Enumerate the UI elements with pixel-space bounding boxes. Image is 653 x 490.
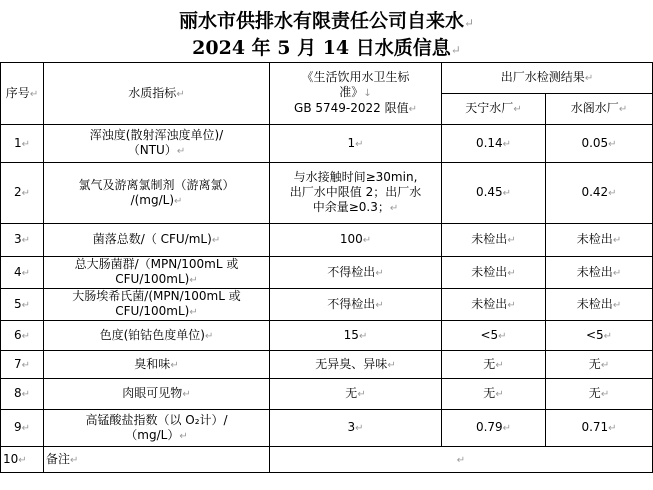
row-index: 2↵ [1, 163, 44, 224]
tianning-result: 0.45↵ [442, 163, 546, 224]
limit-cell [270, 379, 442, 410]
paragraph-mark-icon: ↵ [463, 16, 475, 30]
tianning-result: 无↵ [442, 351, 546, 379]
indicator-line-1: 色度(铂钴色度单位)↵ [99, 327, 214, 342]
indicator-line-1: 肉眼可见物↵ [122, 386, 191, 400]
table-row [1, 410, 653, 447]
row-index: 8↵ [1, 379, 44, 410]
limit-line-1: 不得检出↵ [327, 264, 384, 279]
tianning-result: <5↵ [442, 321, 546, 351]
indicator-line-2: /(mg/L)↵ [130, 192, 183, 207]
limit-line-3: 中余量≥0.3；↵ [312, 200, 399, 214]
indicator-cell [44, 379, 270, 410]
indicator-cell [44, 410, 270, 447]
title-line-2: 2024 年 5 月 14 日水质信息↵ [192, 37, 461, 59]
indicator-cell [44, 125, 270, 163]
limit-cell [270, 257, 442, 289]
indicator-line-2: （NTU）↵ [127, 143, 186, 157]
indicator-line-2: （mg/L）↵ [125, 427, 188, 442]
header-plant-1: 天宁水厂↵ [442, 94, 546, 125]
limit-line-2: 出厂水中限值 2；出厂水 [289, 185, 422, 199]
table-row [1, 125, 653, 163]
row-index: 10↵ [1, 447, 44, 473]
row-index: 7↵ [1, 351, 44, 379]
limit-line-1: 100↵ [339, 232, 372, 246]
limit-cell [270, 125, 442, 163]
indicator-line-1: 浑浊度(散射浑浊度单位)/ [89, 128, 224, 142]
water-quality-table [0, 62, 653, 473]
shuige-result: 无↵ [546, 351, 653, 379]
limit-cell [270, 410, 442, 447]
header-standard: 《生活饮用水卫生标 准》↓ GB 5749-2022 限值↵ [270, 63, 442, 125]
indicator-line-1: 菌落总数/（ CFU/mL)↵ [92, 232, 221, 246]
shuige-result: 未检出↵ [546, 257, 653, 289]
indicator-cell [44, 351, 270, 379]
row-index: 6↵ [1, 321, 44, 351]
table-row [1, 321, 653, 351]
shuige-result: 未检出↵ [546, 289, 653, 321]
limit-line-1: 与水接触时间≥30min, [293, 170, 418, 184]
table-row [1, 289, 653, 321]
limit-cell [270, 224, 442, 257]
table-body [1, 63, 653, 473]
row-index: 1↵ [1, 125, 44, 163]
limit-cell [270, 289, 442, 321]
tianning-result: 未检出↵ [442, 257, 546, 289]
limit-line-1: 无↵ [345, 386, 366, 400]
indicator-cell [44, 257, 270, 289]
tianning-result: 0.79↵ [442, 410, 546, 447]
row-index: 9↵ [1, 410, 44, 447]
limit-line-1: 3↵ [347, 420, 364, 434]
indicator-line-1: 总大肠菌群/（MPN/100mL 或 [74, 257, 239, 271]
tianning-result: 未检出↵ [442, 289, 546, 321]
indicator-cell [44, 321, 270, 351]
limit-cell [270, 163, 442, 224]
indicator-line-2: CFU/100mL)↵ [115, 272, 198, 286]
tianning-result: 无↵ [442, 379, 546, 410]
indicator-line-1: 大肠埃希氏菌/(MPN/100mL 或 [72, 289, 241, 303]
indicator-line-1: 高锰酸盐指数（以 O₂计）/ [85, 412, 228, 427]
table-row [1, 351, 653, 379]
indicator-cell [44, 289, 270, 321]
limit-line-1: 15↵ [343, 327, 368, 342]
shuige-result: 0.42↵ [546, 163, 653, 224]
indicator-cell [44, 224, 270, 257]
row-index: 5↵ [1, 289, 44, 321]
limit-line-1: 无异臭、异味↵ [315, 356, 396, 371]
indicator-line-2: CFU/100mL)↵ [115, 304, 198, 318]
shuige-result: 未检出↵ [546, 224, 653, 257]
limit-cell [270, 351, 442, 379]
header-indicator: 水质指标↵ [44, 63, 270, 125]
table-row [1, 379, 653, 410]
tianning-result: 0.14↵ [442, 125, 546, 163]
shuige-result: 无↵ [546, 379, 653, 410]
remark-label: 备注↵ [44, 447, 270, 473]
shuige-result: 0.05↵ [546, 125, 653, 163]
shuige-result: <5↵ [546, 321, 653, 351]
title-line-1: 丽水市供排水有限责任公司自来水↵ [178, 10, 475, 32]
remark-content[interactable]: ↵ [270, 447, 653, 473]
paragraph-mark-icon: ↵ [450, 43, 461, 57]
tianning-result: 未检出↵ [442, 224, 546, 257]
header-index: 序号↵ [1, 63, 44, 125]
limit-line-1: 1↵ [347, 135, 364, 150]
table-row [1, 257, 653, 289]
table-row [1, 224, 653, 257]
limit-line-1: 不得检出↵ [327, 296, 384, 311]
header-row-1 [1, 63, 653, 94]
shuige-result: 0.71↵ [546, 410, 653, 447]
header-result-group: 出厂水检测结果↵ [442, 63, 653, 94]
header-plant-2: 水阁水厂↵ [546, 94, 653, 125]
indicator-cell [44, 163, 270, 224]
row-index: 3↵ [1, 224, 44, 257]
indicator-line-1: 臭和味↵ [134, 356, 179, 371]
row-index: 4↵ [1, 257, 44, 289]
remark-row [1, 447, 653, 473]
limit-cell [270, 321, 442, 351]
indicator-line-1: 氯气及游离氯制剂（游离氯） [78, 177, 235, 192]
table-row [1, 163, 653, 224]
